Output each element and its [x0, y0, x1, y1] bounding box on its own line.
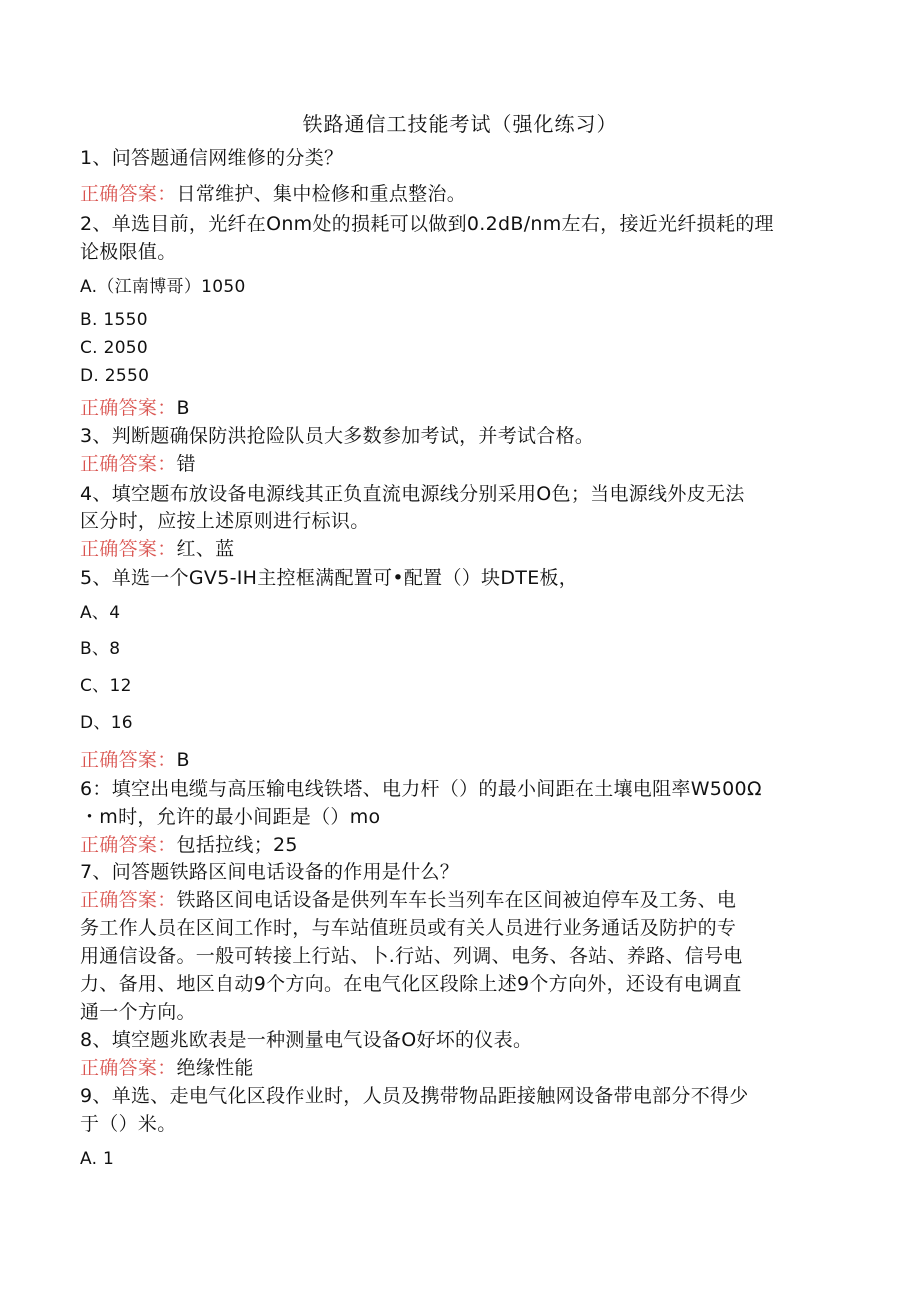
document-title: 铁路通信工技能考试（强化练习）: [302, 112, 618, 136]
question-7-answer-cont: 用通信设备。一般可转接上行站、卜.行站、列调、电务、各站、养路、信号电: [80, 945, 743, 967]
question-5-option-d: D、16: [80, 713, 133, 733]
question-8-answer: [80, 1054, 840, 1082]
question-2-text-cont: 论极限值。: [80, 241, 177, 263]
answer-label: 正确答案：: [80, 453, 177, 475]
question-2-answer: [80, 394, 840, 422]
answer-text: 红、蓝: [176, 538, 235, 560]
answer-text: 绝缘性能: [176, 1057, 254, 1079]
question-4-text-cont: 区分时，应按上述原则进行标识。: [80, 510, 370, 532]
question-5-text: 5、单选一个GV5-IH主控框满配置可•配置（）块DTE板，: [80, 567, 579, 589]
answer-text: 包括拉线；25: [176, 834, 298, 856]
answer-text: 错: [176, 453, 196, 475]
question-2-text: 2、单选目前，光纤在Onm处的损耗可以做到0.2dB∕nm左右，接近光纤损耗的理: [80, 213, 774, 235]
answer-label: 正确答案：: [80, 397, 177, 419]
question-3-answer: [80, 450, 840, 478]
question-5-answer: [80, 746, 840, 774]
question-5-option-b: B、8: [80, 639, 121, 659]
question-2-option-a: A.（江南博哥）1050: [80, 277, 246, 297]
answer-label: 正确答案：: [80, 834, 177, 856]
answer-label: 正确答案：: [80, 889, 177, 911]
question-2-option-d: D. 2550: [80, 366, 150, 386]
question-2-option-c: C. 2050: [80, 338, 149, 358]
question-7-answer-cont: 务工作人员在区间工作时，与车站值班员或有关人员进行业务通话及防护的专: [80, 917, 737, 939]
question-9-option-a: A. 1: [80, 1149, 115, 1169]
question-9-text: 9、单选、走电气化区段作业时，人员及携带物品距接触网设备带电部分不得少: [80, 1085, 749, 1107]
question-5-option-c: C、12: [80, 676, 132, 696]
question-7-text: 7、问答题铁路区间电话设备的作用是什么？: [80, 861, 460, 883]
question-1-answer: [80, 180, 840, 208]
answer-text: B: [176, 397, 190, 419]
answer-text: 铁路区间电话设备是供列车车长当列车在区间被迫停车及工务、电: [176, 889, 737, 911]
question-7-answer-cont: 力、备用、地区自动9个方向。在电气化区段除上述9个方向外，还设有电调直: [80, 973, 742, 995]
answer-label: 正确答案：: [80, 1057, 177, 1079]
question-3-text: 3、判断题确保防洪抢险队员大多数参加考试，并考试合格。: [80, 425, 595, 447]
question-6-answer: [80, 831, 840, 859]
question-6-text-cont: ・m时，允许的最小间距是（）mo: [80, 806, 381, 828]
answer-label: 正确答案：: [80, 749, 177, 771]
question-8-text: 8、填空题兆欧表是一种测量电气设备O好坏的仪表。: [80, 1029, 533, 1051]
question-4-text: 4、填空题布放设备电源线其正负直流电源线分别采用O色；当电源线外皮无法: [80, 483, 745, 505]
question-9-text-cont: 于（）米。: [80, 1113, 177, 1135]
answer-label: 正确答案：: [80, 538, 177, 560]
question-6-text: 6：填空出电缆与高压输电线铁塔、电力杆（）的最小间距在土壤电阻率W500Ω: [80, 778, 762, 800]
question-2-option-b: B. 1550: [80, 310, 148, 330]
question-7-answer-cont: 通一个方向。: [80, 1001, 196, 1023]
question-5-option-a: A、4: [80, 603, 121, 623]
question-7-answer: [80, 886, 840, 914]
question-4-answer: [80, 535, 840, 563]
answer-text: 日常维护、集中检修和重点整治。: [176, 183, 467, 205]
answer-text: B: [176, 749, 190, 771]
question-1-text: 1、问答题通信网维修的分类？: [80, 147, 344, 169]
answer-label: 正确答案：: [80, 183, 177, 205]
